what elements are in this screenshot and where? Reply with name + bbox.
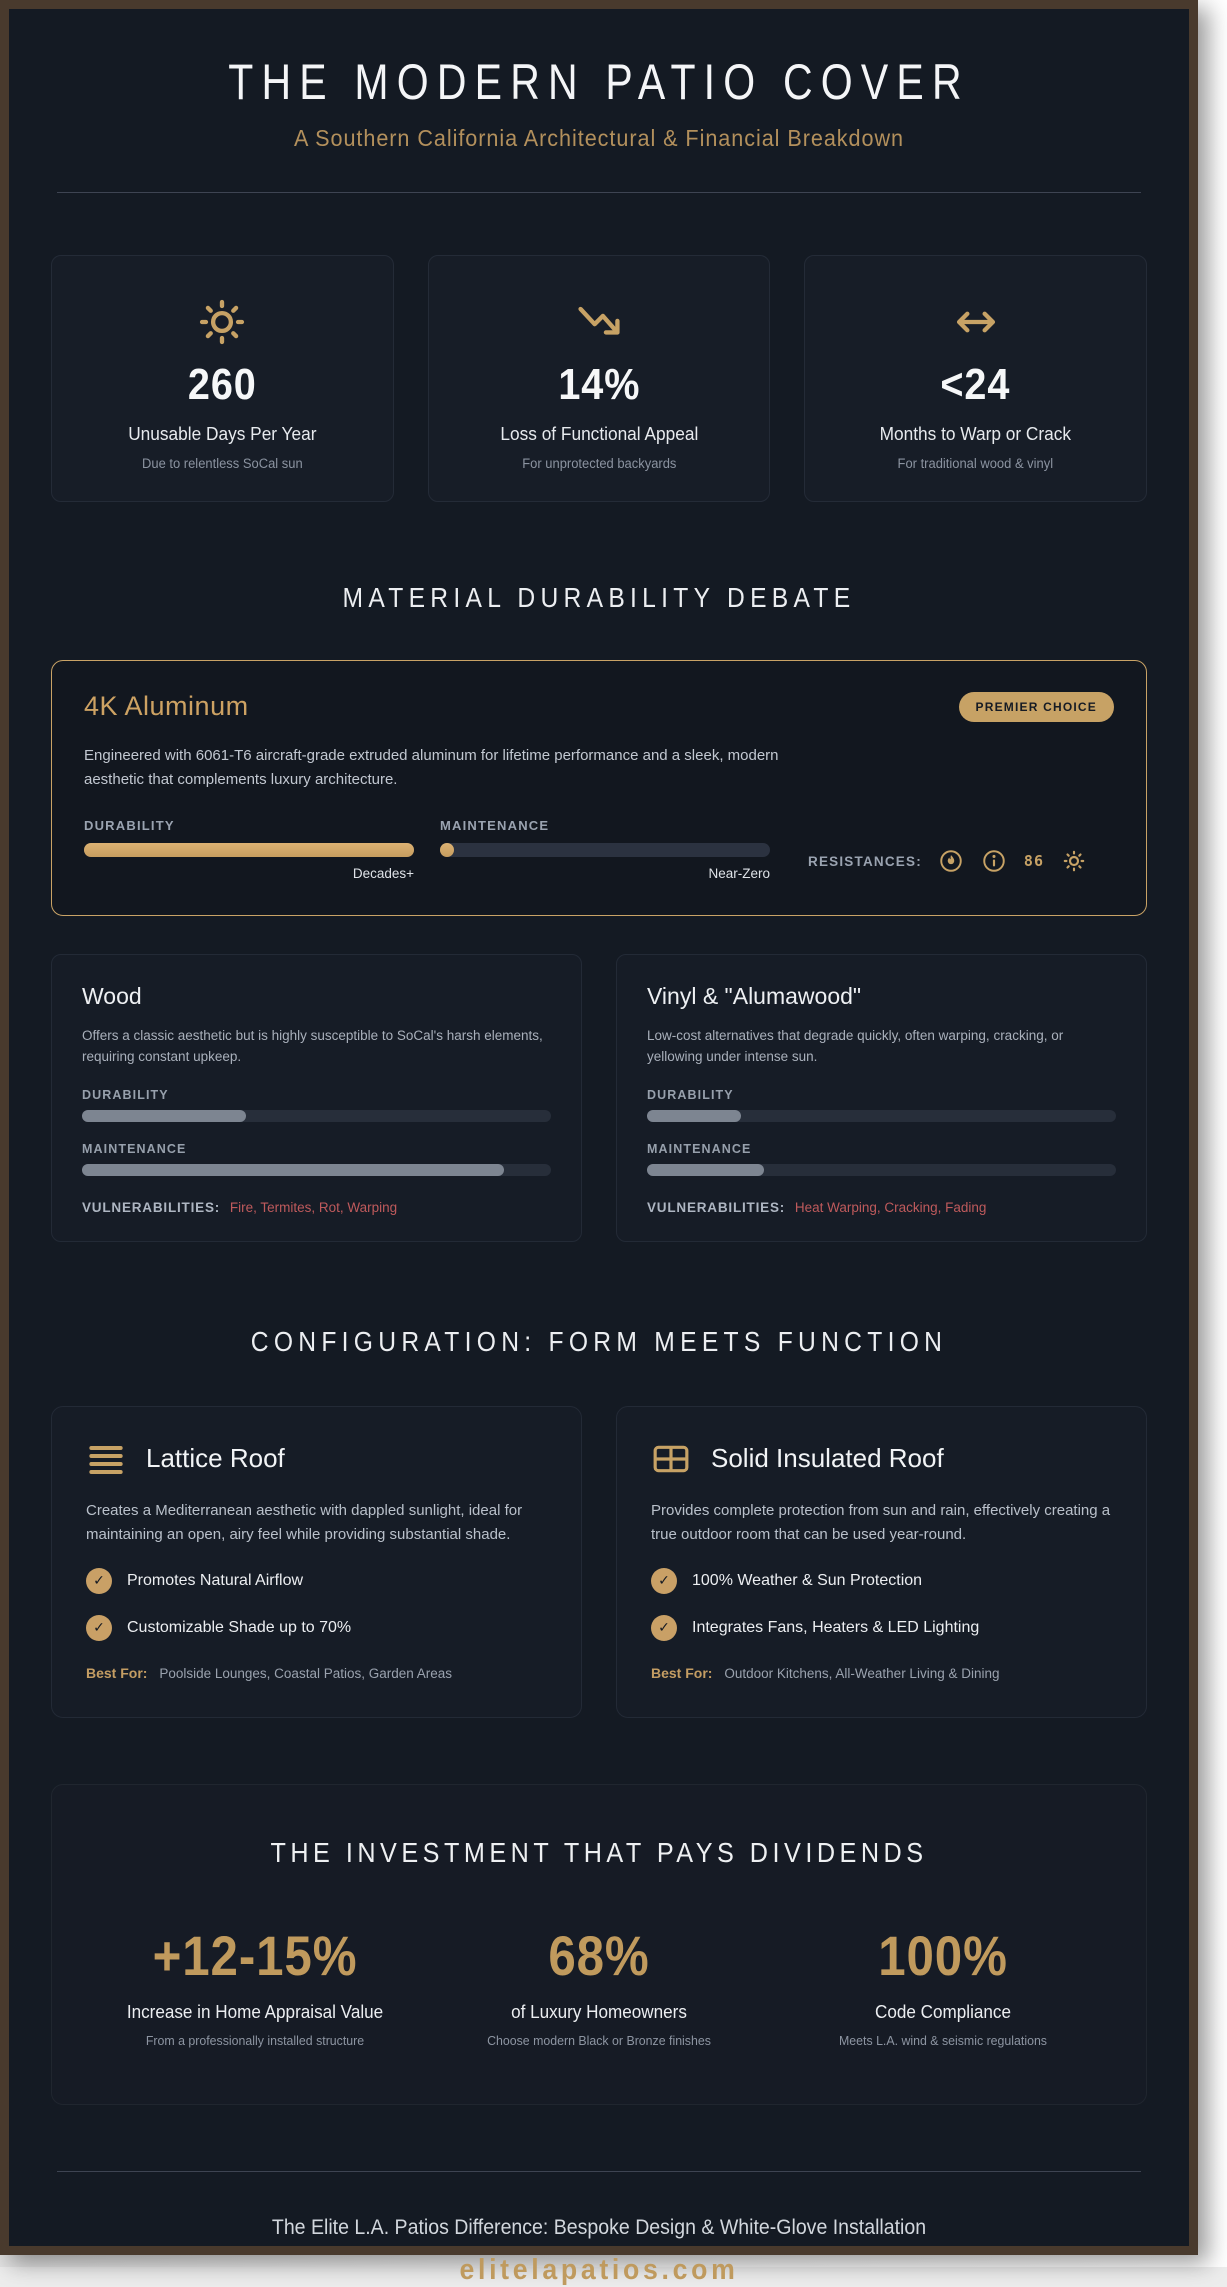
trend-down-icon: [453, 290, 746, 354]
aluminum-description: Engineered with 6061-T6 aircraft-grade extruded aluminum for lifetime performance and a sleek, modern aesthetic that complements luxury architecture.: [84, 747, 779, 788]
investment-subtext: From a professionally installed structure: [145, 2032, 365, 2048]
material-description: Offers a classic aesthetic but is highly susceptible to SoCal's harsh elements, requiring constant upkeep.: [82, 1028, 543, 1064]
lattice-icon: [86, 1439, 126, 1479]
investment-value: 68%: [548, 1923, 650, 1987]
fire-icon: [938, 848, 964, 874]
top-stats-row: [51, 255, 1147, 502]
stat-subtext: For unprotected backyards: [521, 456, 677, 471]
best-for-label: Best For:: [86, 1664, 148, 1681]
meter-fill: [82, 1164, 504, 1176]
check-icon: ✓: [651, 1568, 677, 1594]
aluminum-title: 4K Aluminum: [84, 691, 249, 721]
meter-fill: [647, 1110, 741, 1122]
meter-track: [84, 843, 414, 857]
lattice-roof-card: [51, 1406, 582, 1718]
config-row: [51, 1406, 1147, 1718]
stat-label: Loss of Functional Appeal: [500, 424, 698, 444]
materials-row: [51, 954, 1147, 1242]
config-title: Lattice Roof: [146, 1443, 285, 1474]
config-description: Creates a Mediterranean aesthetic with dappled sunlight, ideal for maintaining an open, airy feel while providing substantial shade.: [86, 1501, 523, 1543]
material-title: Wood: [82, 983, 142, 1009]
stat-label: Months to Warp or Crack: [879, 424, 1072, 444]
investment-heading: THE INVESTMENT THAT PAYS DIVIDENDS: [270, 1836, 928, 1868]
glyph-86-icon: 86: [1023, 852, 1044, 870]
header-divider: [57, 192, 1141, 193]
aluminum-card: [51, 660, 1147, 916]
aluminum-maintenance-meter: [440, 818, 770, 881]
wood-card: [51, 954, 582, 1242]
check-icon: ✓: [86, 1615, 112, 1641]
best-for-list: Outdoor Kitchens, All-Weather Living & Dining: [724, 1665, 1000, 1681]
feature-item: [651, 1615, 1112, 1641]
meter-fill: [440, 843, 454, 857]
page-subtitle: A Southern California Architectural & Financial Breakdown: [293, 125, 905, 151]
section-heading-durability: MATERIAL DURABILITY DEBATE: [342, 582, 856, 613]
meter-label: DURABILITY: [84, 818, 175, 833]
config-description: Provides complete protection from sun and rain, effectively creating a true outdoor room that can be used year-round.: [651, 1501, 1111, 1543]
meter-fill: [82, 1110, 246, 1122]
investment-label: of Luxury Homeowners: [511, 2001, 687, 2022]
config-title: Solid Insulated Roof: [711, 1443, 944, 1474]
best-for-list: Poolside Lounges, Coastal Patios, Garden Areas: [159, 1665, 453, 1681]
resistances-label: RESISTANCES:: [808, 853, 922, 869]
stat-card-warp: [804, 255, 1147, 502]
sun-icon: [76, 290, 369, 354]
vulnerabilities-list: Fire, Termites, Rot, Warping: [229, 1199, 398, 1215]
meter-caption: Near-Zero: [708, 866, 770, 881]
stat-card-decline: [428, 255, 771, 502]
stat-card-sun: [51, 255, 394, 502]
meter-fill: [647, 1164, 764, 1176]
meter-caption: Decades+: [352, 866, 414, 881]
investment-label: Code Compliance: [875, 2001, 1011, 2022]
feature-item: [86, 1615, 547, 1641]
investment-subtext: Choose modern Black or Bronze finishes: [487, 2032, 711, 2048]
investment-panel: [51, 1784, 1147, 2105]
arrows-horizontal-icon: [829, 290, 1122, 354]
stat-value: 14%: [558, 360, 640, 409]
meter-label: MAINTENANCE: [440, 818, 550, 833]
feature-text: Customizable Shade up to 70%: [127, 1618, 352, 1636]
website-link[interactable]: elitelapatios.com: [459, 2253, 739, 2286]
vinyl-card: [616, 954, 1147, 1242]
investment-label: Increase in Home Appraisal Value: [126, 2001, 384, 2022]
vulnerabilities-label: VULNERABILITIES:: [647, 1199, 786, 1215]
footer-divider: [57, 2171, 1141, 2172]
investment-stat-appraisal: [98, 1923, 412, 2048]
info-icon: [981, 848, 1007, 874]
investment-value: +12-15%: [152, 1923, 358, 1987]
meter-label: MAINTENANCE: [647, 1141, 752, 1156]
aluminum-durability-meter: [84, 818, 414, 881]
feature-text: Promotes Natural Airflow: [127, 1571, 304, 1589]
footer-tagline: The Elite L.A. Patios Difference: Bespoke Design & White-Glove Installation: [271, 2215, 927, 2239]
check-icon: ✓: [86, 1568, 112, 1594]
solid-roof-card: [616, 1406, 1147, 1718]
resistances-group: [808, 848, 1087, 874]
material-title: Vinyl & "Alumawood": [647, 983, 862, 1009]
feature-item: [86, 1568, 547, 1594]
solid-roof-icon: [651, 1439, 691, 1479]
investment-value: 100%: [878, 1923, 1008, 1987]
premier-choice-badge: PREMIER CHOICE: [959, 692, 1114, 722]
stat-subtext: For traditional wood & vinyl: [897, 456, 1054, 471]
meter-track: [647, 1110, 1116, 1122]
feature-text: Integrates Fans, Heaters & LED Lighting: [692, 1618, 980, 1636]
meter-track: [647, 1164, 1116, 1176]
meter-track: [440, 843, 770, 857]
best-for-label: Best For:: [651, 1664, 713, 1681]
meter-label: DURABILITY: [82, 1087, 169, 1102]
stat-subtext: Due to relentless SoCal sun: [142, 456, 303, 471]
header: [51, 53, 1147, 193]
feature-item: [651, 1568, 1112, 1594]
vulnerabilities-label: VULNERABILITIES:: [82, 1199, 221, 1215]
meter-track: [82, 1110, 551, 1122]
sun-small-icon: [1061, 848, 1087, 874]
check-icon: ✓: [651, 1615, 677, 1641]
page-title: THE MODERN PATIO COVER: [228, 54, 970, 110]
investment-stat-homeowners: [442, 1923, 756, 2048]
stat-value: <24: [940, 360, 1011, 409]
material-description: Low-cost alternatives that degrade quickly, often warping, cracking, or yellowing under intense sun.: [647, 1028, 1064, 1064]
meter-label: MAINTENANCE: [82, 1141, 187, 1156]
vulnerabilities-list: Heat Warping, Cracking, Fading: [794, 1199, 987, 1215]
meter-fill: [84, 843, 414, 857]
stat-label: Unusable Days Per Year: [128, 424, 317, 444]
feature-text: 100% Weather & Sun Protection: [692, 1571, 923, 1589]
investment-subtext: Meets L.A. wind & seismic regulations: [839, 2032, 1047, 2048]
investment-stat-compliance: [786, 1923, 1100, 2048]
section-heading-configuration: CONFIGURATION: FORM MEETS FUNCTION: [250, 1325, 948, 1357]
stat-value: 260: [187, 360, 257, 409]
meter-label: DURABILITY: [647, 1087, 734, 1102]
meter-track: [82, 1164, 551, 1176]
